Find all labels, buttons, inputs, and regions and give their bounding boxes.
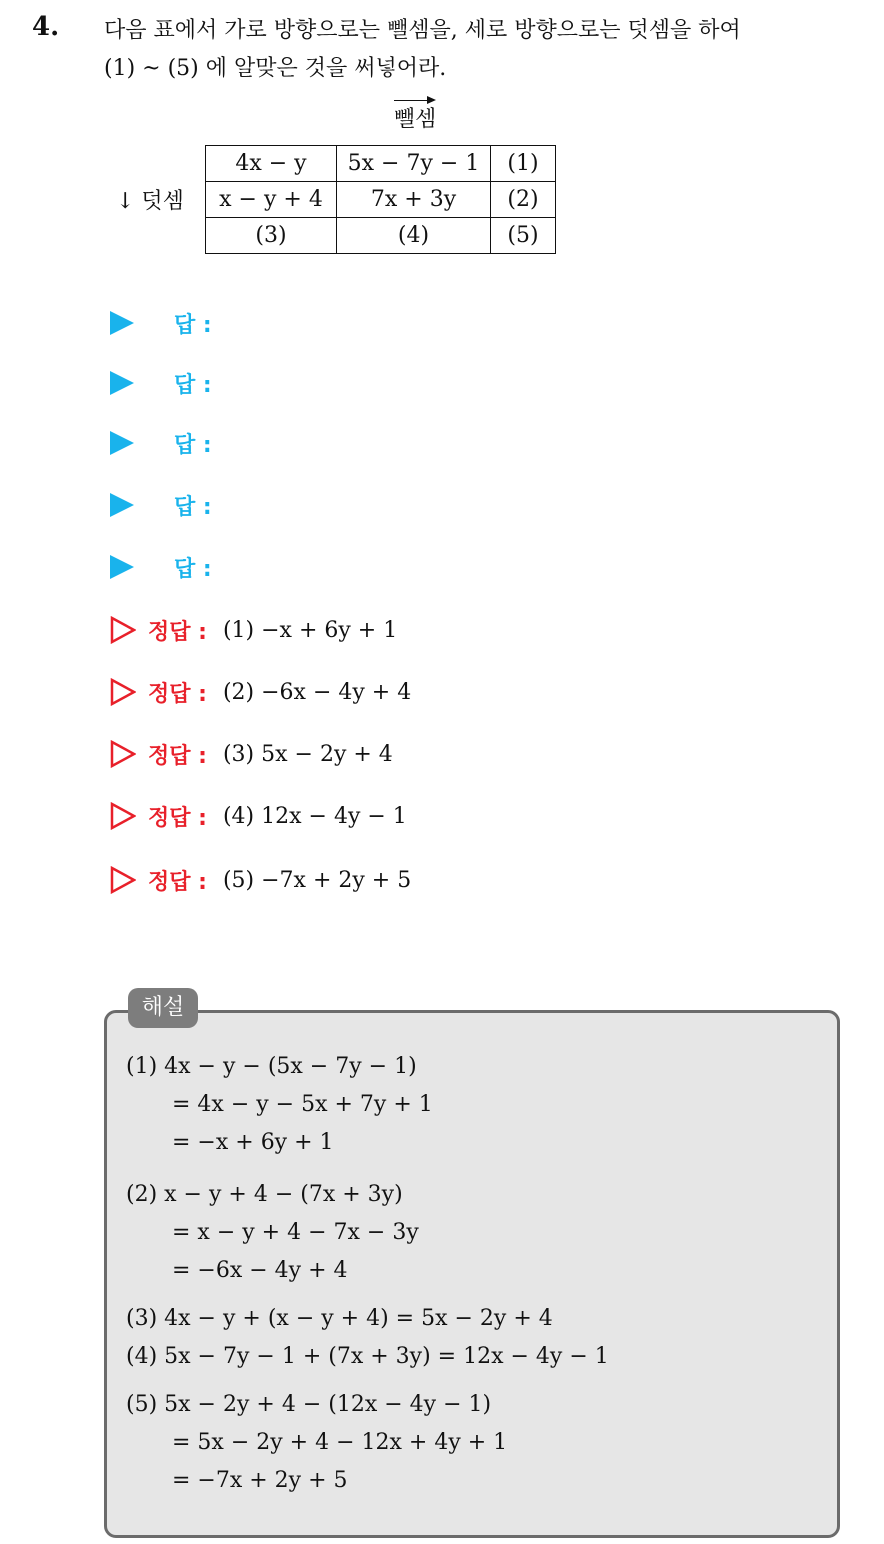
- answer-key-label: 정답 :: [148, 869, 207, 895]
- question-line-1: 다음 표에서 가로 방향으로는 뺄셈을, 세로 방향으로는 덧셈을 하여: [104, 18, 741, 43]
- answer-key-4: [110, 798, 407, 834]
- outline-triangle-icon: [110, 678, 136, 706]
- answer-blank-2[interactable]: [110, 366, 212, 400]
- answer-key-text: (2) −6x − 4y + 4: [222, 679, 412, 705]
- solution-line: (4) 5x − 7y − 1 + (7x + 3y) = 12x − 4y − 1: [126, 1344, 609, 1369]
- solution-line: = 4x − y − 5x + 7y + 1: [172, 1092, 433, 1117]
- question-text: [104, 12, 874, 88]
- answer-key-5: [110, 862, 411, 898]
- table-cell: 4x − y: [206, 146, 337, 182]
- table-cell: x − y + 4: [206, 182, 337, 218]
- answer-key-label: 정답 :: [148, 681, 207, 707]
- solution-line: = 5x − 2y + 4 − 12x + 4y + 1: [172, 1430, 508, 1455]
- table-cell: (3): [206, 218, 337, 254]
- answer-label: 답 :: [174, 312, 212, 338]
- answer-label: 답 :: [174, 556, 212, 582]
- solution-line: = −x + 6y + 1: [172, 1130, 334, 1155]
- outline-triangle-icon: [110, 866, 136, 894]
- play-triangle-icon: [110, 311, 134, 335]
- right-arrow-overline: 뺄셈: [394, 102, 437, 133]
- solution-title: 해설: [128, 988, 198, 1028]
- table-row: [206, 146, 556, 182]
- table-cell: 5x − 7y − 1: [337, 146, 491, 182]
- table-cell: (2): [491, 182, 556, 218]
- solution-line: = x − y + 4 − 7x − 3y: [172, 1220, 419, 1245]
- answer-key-text: (1) −x + 6y + 1: [222, 617, 398, 643]
- answer-key-text: (5) −7x + 2y + 5: [222, 867, 412, 893]
- answer-blank-4[interactable]: [110, 488, 212, 522]
- answer-key-text: (3) 5x − 2y + 4: [222, 741, 393, 767]
- play-triangle-icon: [110, 555, 134, 579]
- answer-key-text: (4) 12x − 4y − 1: [222, 803, 407, 829]
- vertical-addition-label: ↓ 덧셈: [116, 189, 184, 214]
- answer-key-label: 정답 :: [148, 619, 207, 645]
- question-line-2: (1) ~ (5) 에 알맞은 것을 써넣어라.: [104, 56, 447, 81]
- solution-line: (2) x − y + 4 − (7x + 3y): [126, 1182, 403, 1207]
- solution-line: = −6x − 4y + 4: [172, 1258, 348, 1283]
- table-cell: 7x + 3y: [337, 182, 491, 218]
- answer-key-2: [110, 674, 411, 710]
- table-row: [206, 218, 556, 254]
- question-number: 4.: [32, 12, 60, 42]
- table-cell: (5): [491, 218, 556, 254]
- outline-triangle-icon: [110, 740, 136, 768]
- answer-label: 답 :: [174, 372, 212, 398]
- answer-key-label: 정답 :: [148, 805, 207, 831]
- outline-triangle-icon: [110, 616, 136, 644]
- play-triangle-icon: [110, 371, 134, 395]
- table-cell: (1): [491, 146, 556, 182]
- solution-line: (3) 4x − y + (x − y + 4) = 5x − 2y + 4: [126, 1306, 553, 1331]
- answer-blank-1[interactable]: [110, 306, 212, 340]
- answer-key-3: [110, 736, 393, 772]
- outline-triangle-icon: [110, 802, 136, 830]
- solution-line: (5) 5x − 2y + 4 − (12x − 4y − 1): [126, 1392, 492, 1417]
- table-cell: (4): [337, 218, 491, 254]
- play-triangle-icon: [110, 493, 134, 517]
- solution-line: (1) 4x − y − (5x − 7y − 1): [126, 1054, 417, 1079]
- answer-key-1: [110, 612, 397, 648]
- table-row: [206, 182, 556, 218]
- play-triangle-icon: [110, 431, 134, 455]
- answer-label: 답 :: [174, 432, 212, 458]
- operation-table: [205, 145, 556, 254]
- answer-blank-3[interactable]: [110, 426, 212, 460]
- horizontal-subtraction-label: [360, 102, 470, 133]
- solution-line: = −7x + 2y + 5: [172, 1468, 348, 1493]
- answer-label: 답 :: [174, 494, 212, 520]
- answer-key-label: 정답 :: [148, 743, 207, 769]
- answer-blank-5[interactable]: [110, 550, 212, 584]
